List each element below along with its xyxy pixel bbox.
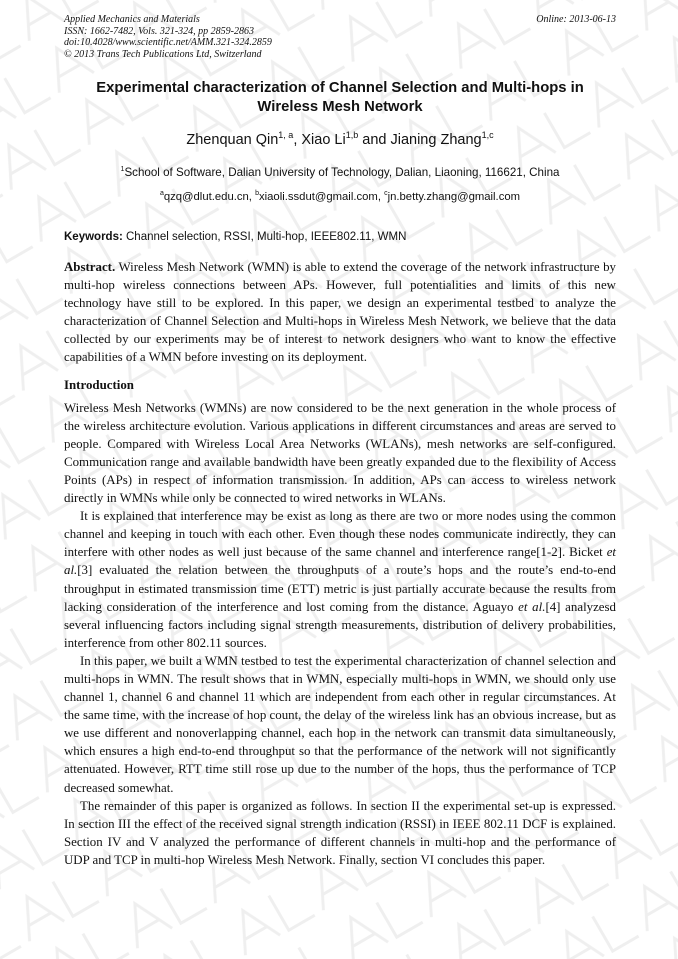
affiliation-sup: 1 [120, 166, 125, 173]
author-list [64, 131, 616, 149]
affiliation [64, 166, 616, 180]
p2-etal: et al. [64, 545, 616, 578]
author-sep: , [293, 132, 302, 148]
paper-title: Experimental characterization of Channel Selection and Multi-hops in Wireless Mesh Network [96, 80, 584, 115]
email-link[interactable]: xiaoli.ssdut@gmail.com [258, 191, 378, 203]
email-sup: c [384, 190, 388, 197]
intro-paragraph-4: The remainder of this paper is organized as follows. In section II the experimental set-up is expressed. In section III the effect of the received signal strength indication (RSSI) in IEEE 802.11 DCF is explained. Section IV and V analyzed the performance of different channels in multi-hop and the performance of UDP and TCP in multi-hop Wireless Mesh Network. Finally, section VI concludes this paper. [64, 798, 616, 867]
abstract [64, 258, 616, 367]
author-sup: 1,c [481, 130, 494, 140]
intro-paragraph-1: Wireless Mesh Networks (WMNs) are now considered to be the next generation in the whole process of the wireless architecture evolution. Various applications in different circumstances and areas are served to people. Compared with Wireless Local Area Networks (WLANs), mesh networks are self-configured. Communication range and available bandwidth have been greatly expanded due to the flexibility of Access Points (APs) in respect of information transmission. In addition, APs can access to wireless network directly in WMNs while only be connected to wired networks in WLANs. [64, 400, 616, 506]
email-link[interactable]: qzq@dlut.edu.cn [163, 191, 249, 203]
email-list [64, 190, 616, 204]
issn-line: ISSN: 1662-7482, Vols. 321-324, pp 2859-2863 [64, 25, 254, 37]
journal-name: Applied Mechanics and Materials [64, 14, 200, 25]
doi-line: doi:10.4028/www.scientific.net/AMM.321-324.2859 [64, 37, 272, 48]
author-sup: 1, a [278, 130, 294, 140]
email-sep: , [248, 191, 256, 203]
keywords-label: Keywords: [64, 231, 123, 243]
author-sep: and [358, 132, 391, 148]
copyright-line: © 2013 Trans Tech Publications Ltd, Switzerland [64, 48, 262, 60]
abstract-label: Abstract. [64, 260, 116, 274]
online-date: Online: 2013-06-13 [536, 14, 616, 25]
author-name: Jianing Zhang [390, 132, 482, 148]
p2-text: [4] analyzesd several influencing factors including signal strength measurements, distribution of delivery probabilities, interference from other 802.11 sources. [64, 599, 616, 650]
email-link[interactable]: jn.betty.zhang@gmail.com [387, 191, 521, 203]
section-heading-introduction: Introduction [64, 377, 134, 392]
running-header [64, 14, 616, 60]
email-sep: , [377, 191, 385, 203]
author-sup: 1,b [345, 130, 359, 140]
email-sup: b [255, 190, 259, 197]
keywords-text: Channel selection, RSSI, Multi-hop, IEEE802.11, WMN [122, 231, 407, 243]
email-sup: a [159, 190, 164, 197]
intro-paragraph-2 [64, 507, 616, 652]
keywords [64, 230, 616, 244]
intro-paragraph-3: In this paper, we built a WMN testbed to test the experimental characterization of channel selection and multi-hops in WMN. The result shows that in WMN, especially multi-hops in WMN, we should only use channel 1, channel 6 and channel 11 which are independent from each other in regular circumstances. At the same time, with the increase of hop count, the delay of the wireless link has an obvious increase, but as we use different and nonoverlapping channel, each hop in the network can transmit data simultaneously, which ensures a high end-to-end throughput so that the performance of the network will not significantly attenuated. However, RTT time still rose up due to the number of the hops, thus the performance of TCP decreased somewhat. [64, 653, 616, 795]
p2-text: [3] evaluated the relation between the throughputs of a route’s hops and the route’s end-to-end throughput in estimated transmission time (ETT) metric is just partially accurate because the results from lacking consideration of the interference and lost coming from the distance. Aguayo [64, 563, 616, 614]
p2-text: It is explained that interference may be exist as long as there are two or more nodes using the common channel and keeping in touch with each other. Even though these nodes communicate indirectly, they can interfere with other nodes as well just because of the same channel and interference range[1-2]. Bicket [64, 509, 616, 560]
abstract-text: Wireless Mesh Network (WMN) is able to extend the coverage of the network infrastructure by multi-hop wireless connections between APs. However, full potentialities and limits of this new technology have still to be explored. In this paper, we design an experimental testbed to analyze the characterization of Channel Selection and Multi-hops in Wireless Mesh Network, we believe that the data collected by our experiments may be of interest to network designers who want to know the effective capabilities of a WMN before investing on its deployment. [64, 260, 616, 365]
p2-etal: et al. [518, 599, 546, 614]
author-name: Xiao Li [301, 132, 346, 148]
paper-body [64, 258, 616, 869]
affiliation-text: School of Software, Dalian University of Technology, Dalian, Liaoning, 116621, China [124, 166, 560, 179]
author-name: Zhenquan Qin [186, 132, 279, 148]
